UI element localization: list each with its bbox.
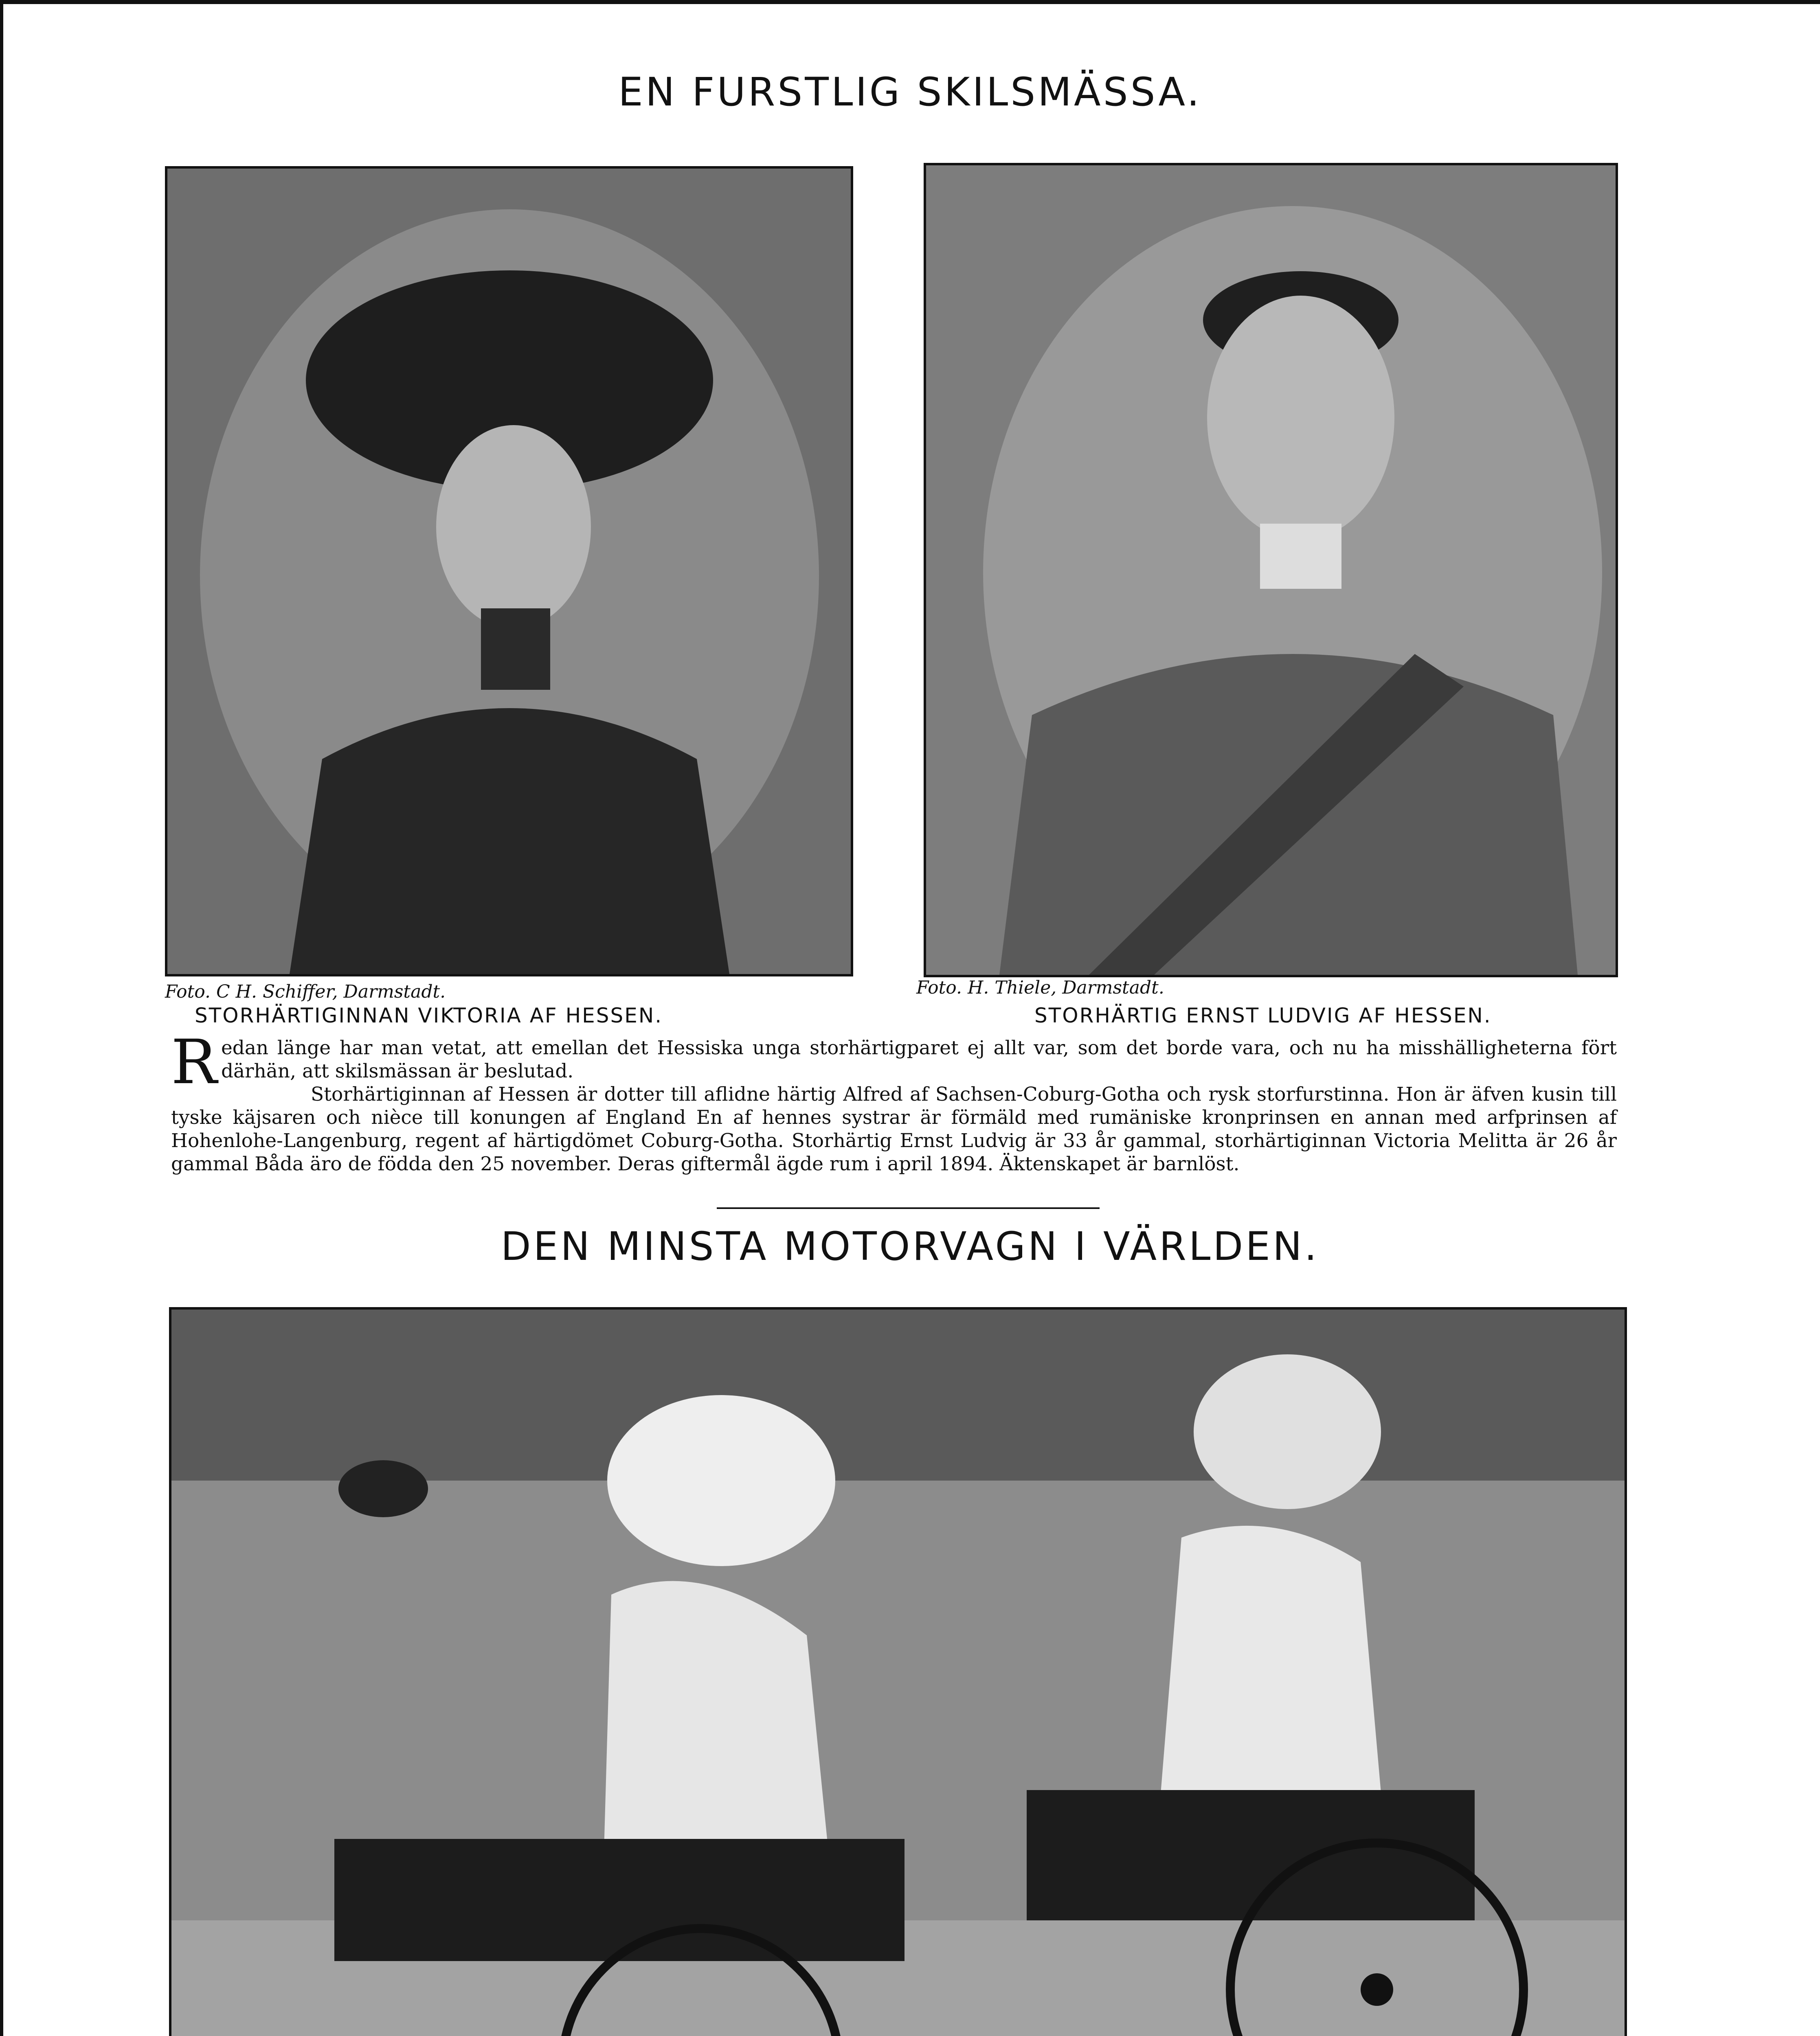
credit-right: Foto. H. Thiele, Darmstadt. [916,977,1164,998]
section-divider [717,1207,1100,1209]
page-edge-top [0,0,1820,4]
photo-ernst-ludvig [924,163,1618,977]
page-edge-left [0,0,3,2036]
article2-title: DEN MINSTA MOTORVAGN I VÄRLDEN. [501,1224,1319,1269]
caption-left: STORHÄRTIGINNAN VIKTORIA AF HESSEN. [195,1004,663,1027]
portrait-man-figure [926,165,1616,975]
photo-viktoria [165,166,853,976]
article1-para2: Storhärtiginnan af Hessen är dotter till aflidne härtig Alfred af Sachsen-Coburg-Gotha och rysk storfurstinna. Hon är äfven kusin till tyske käjsaren och nièce till konungen af England En af hennes systrar är förmäld med rumäniske kronprinsen en annan med arfprinsen af Hohenlohe-Langenburg, regent af härtigdömet Coburg-Gotha. Storhärtig Ernst Ludvig är 33 år gammal, storhärtiginnan Victoria Melitta är 26 år gammal Båda äro de födda den 25 november. Deras giftermål ägde rum i april 1894. Äktenskapet är barnlöst. [171,1083,1617,1175]
credit-left: Foto. C H. Schiffer, Darmstadt. [165,981,446,1002]
article1-para1: edan länge har man vetat, att emellan det Hessiska unga storhärtigparet ej allt var, som det borde vara, och nu ha misshälligheterna fört därhän, att skilsmässan är beslutad. [221,1037,1617,1082]
caption-right: STORHÄRTIG ERNST LUDVIG AF HESSEN. [1034,1004,1492,1027]
article1-dropcap: R [171,1027,217,1098]
children-motorcar-figure [171,1310,1625,2036]
portrait-woman-figure [167,169,851,974]
article1-title: EN FURSTLIG SKILSMÄSSA. [618,69,1202,115]
article1-body [171,1027,1617,1176]
photo-motorvagn [169,1307,1627,2036]
